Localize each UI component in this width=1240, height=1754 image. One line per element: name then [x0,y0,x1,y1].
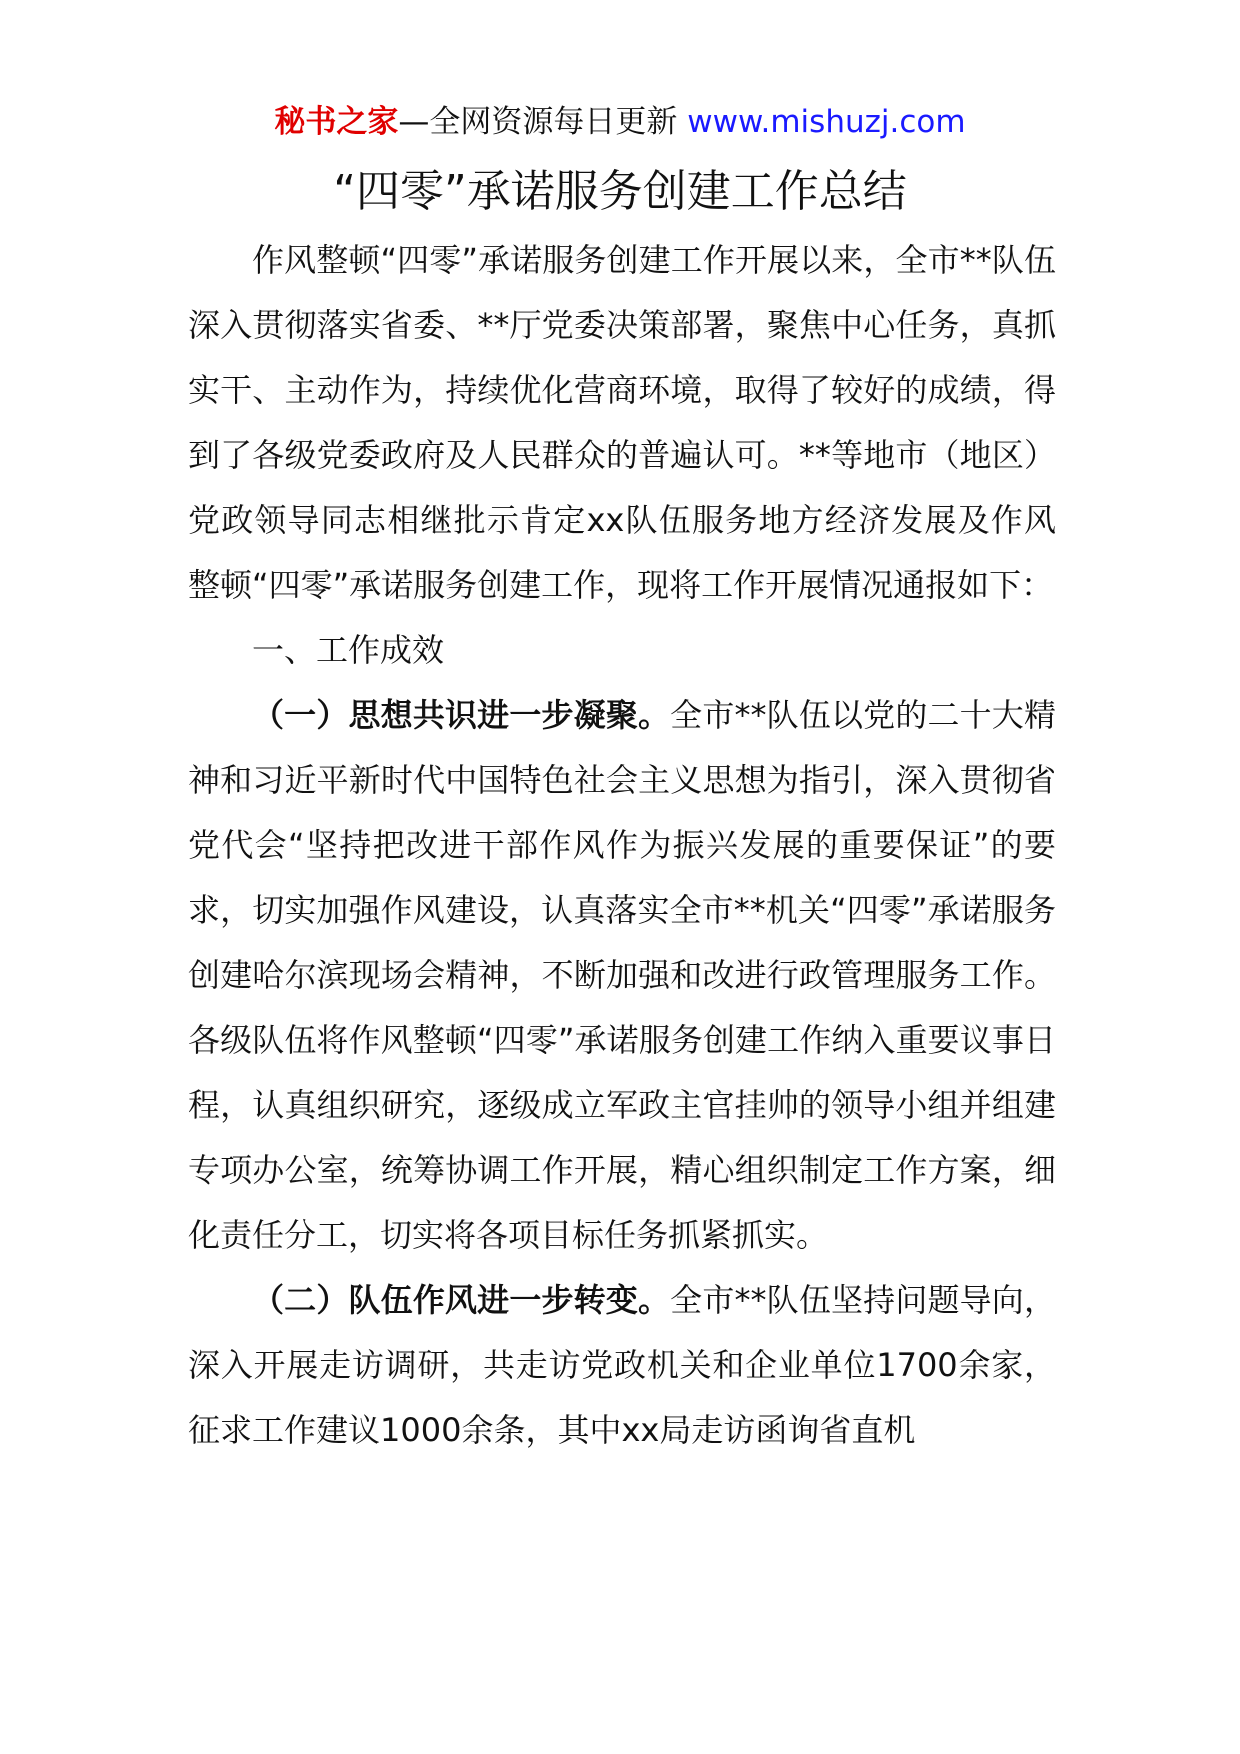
site-header [0,102,1240,142]
paragraph-1-lead: （一）思想共识进一步凝聚。 [252,696,671,734]
paragraph-2-lead: （二）队伍作风进一步转变。 [252,1281,671,1319]
site-slogan: —全网资源每日更新 [398,104,688,140]
document-body [188,228,1056,1463]
paragraph-1 [188,683,1056,1268]
site-url[interactable]: www.mishuzj.com [687,104,966,140]
paragraph-2-text: 全市**队伍坚持问题导向，深入开展走访调研，共走访党政机关和企业单位1700余家，征求工作建议1000余条，其中xx局走访函询省直机 [188,1281,1056,1449]
paragraph-1-text: 全市**队伍以党的二十大精神和习近平新时代中国特色社会主义思想为指引，深入贯彻省党代会“坚持把改进干部作风作为振兴发展的重要保证”的要求，切实加强作风建设，认真落实全市**机关“四零”承诺服务创建哈尔滨现场会精神，不断加强和改进行政管理服务工作。各级队伍将作风整顿“四零”承诺服务创建工作纳入重要议事日程，认真组织研究，逐级成立军政主官挂帅的领导小组并组建专项办公室，统筹协调工作开展，精心组织制定工作方案，细化责任分工，切实将各项目标任务抓紧抓实。 [188,696,1056,1254]
paragraph-2 [188,1268,1056,1463]
intro-paragraph: 作风整顿“四零”承诺服务创建工作开展以来，全市**队伍深入贯彻落实省委、**厅党委决策部署，聚焦中心任务，真抓实干、主动作为，持续优化营商环境，取得了较好的成绩，得到了各级党委政府及人民群众的普遍认可。**等地市（地区）党政领导同志相继批示肯定xx队伍服务地方经济发展及作风整顿“四零”承诺服务创建工作，现将工作开展情况通报如下： [188,241,1056,604]
section-heading: 一、工作成效 [252,631,445,669]
site-brand: 秘书之家 [274,104,399,140]
document-title: “四零”承诺服务创建工作总结 [333,166,907,217]
